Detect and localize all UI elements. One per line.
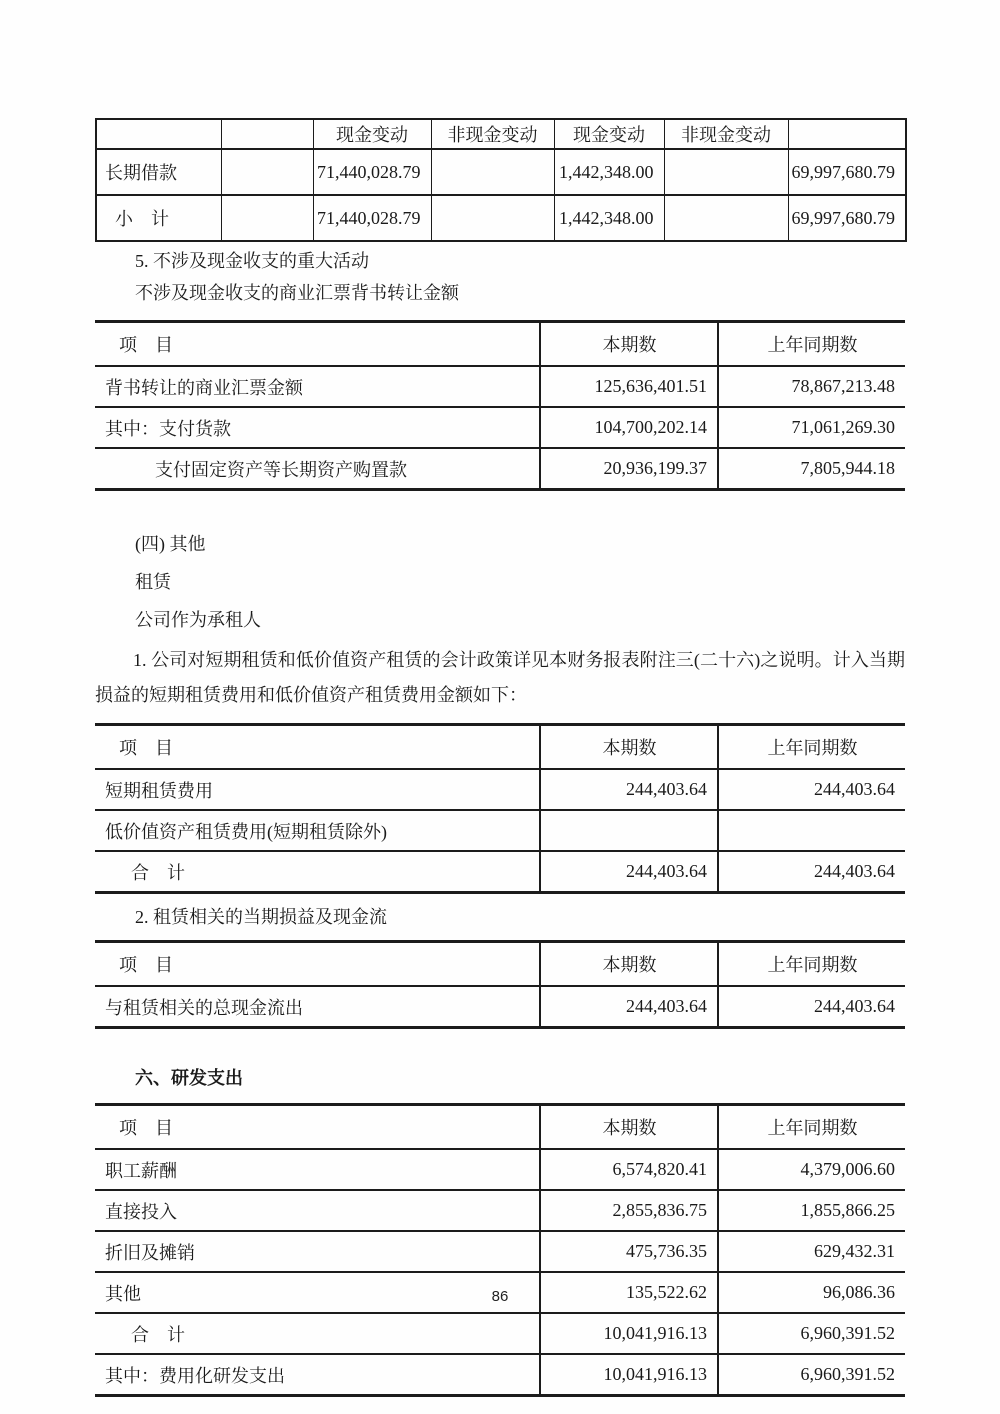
table-row [95,986,905,1028]
lease-policy-paragraph: 1. 公司对短期租赁和低价值资产租赁的会计政策详见本财务报表附注三(二十六)之说明。计入当期损益的短期租赁费用和低价值资产租赁费用金额如下： [95,650,905,705]
value-cell: 71,440,028.79 [313,195,431,241]
column-header: 本期数 [540,1105,718,1150]
section-5-heading: 5. 不涉及现金收支的重大活动 [135,251,369,271]
column-header: 项 目 [95,942,540,987]
table-row [95,366,905,407]
table-row [95,810,905,851]
row-label-cell: 与租赁相关的总现金流出 [95,986,540,1028]
value-cell: 6,574,820.41 [540,1149,718,1190]
value-cell: 10,041,916.13 [540,1354,718,1396]
column-header: 本期数 [540,322,718,367]
value-cell [664,149,788,195]
value-cell [221,149,313,195]
value-cell: 71,440,028.79 [313,149,431,195]
value-cell: 1,855,866.25 [718,1190,905,1231]
value-cell [221,195,313,241]
value-cell: 4,379,006.60 [718,1149,905,1190]
value-cell: 629,432.31 [718,1231,905,1272]
row-label-cell: 其中：支付货款 [95,407,540,448]
value-cell: 2,855,836.75 [540,1190,718,1231]
value-cell [664,195,788,241]
row-label-cell: 直接投入 [95,1190,540,1231]
value-cell: 6,960,391.52 [718,1313,905,1354]
row-label-cell: 短期租赁费用 [95,769,540,810]
column-header: 项 目 [95,1105,540,1150]
section-5-subheading: 不涉及现金收支的商业汇票背书转让金额 [135,283,459,303]
lessee-heading: 公司作为承租人 [135,610,261,630]
value-cell: 1,442,348.00 [554,195,664,241]
rd-expense-table [95,1103,905,1397]
table-row [95,1149,905,1190]
table-row [96,149,906,195]
column-header: 上年同期数 [718,725,905,770]
row-label-cell: 职工薪酬 [95,1149,540,1190]
value-cell: 244,403.64 [540,986,718,1028]
table-row [95,407,905,448]
row-label-cell: 背书转让的商业汇票金额 [95,366,540,407]
row-label-cell: 合 计 [95,1313,540,1354]
row-label-cell: 长期借款 [96,149,221,195]
row-label-cell: 支付固定资产等长期资产购置款 [95,448,540,490]
table-row [95,769,905,810]
value-cell: 20,936,199.37 [540,448,718,490]
column-header [221,119,313,149]
column-header: 上年同期数 [718,322,905,367]
value-cell: 125,636,401.51 [540,366,718,407]
column-header: 现金变动 [554,119,664,149]
value-cell: 244,403.64 [540,851,718,893]
column-header: 本期数 [540,942,718,987]
table-header-row [96,119,906,149]
table-header-row [95,725,905,770]
lease-heading: 租赁 [135,572,171,592]
column-header: 项 目 [95,322,540,367]
value-cell: 244,403.64 [718,851,905,893]
value-cell: 475,736.35 [540,1231,718,1272]
column-header: 非现金变动 [664,119,788,149]
rd-section-heading: 六、研发支出 [135,1068,243,1088]
column-header: 上年同期数 [718,1105,905,1150]
value-cell: 69,997,680.79 [788,195,906,241]
table-row [95,1354,905,1396]
value-cell: 10,041,916.13 [540,1313,718,1354]
lease-cashflow-table [95,940,905,1029]
value-cell [718,810,905,851]
row-label-cell: 折旧及摊销 [95,1231,540,1272]
table-row [95,448,905,490]
value-cell: 244,403.64 [718,769,905,810]
column-header [96,119,221,149]
value-cell: 71,061,269.30 [718,407,905,448]
row-label-cell: 合 计 [95,851,540,893]
value-cell [431,195,554,241]
column-header: 上年同期数 [718,942,905,987]
value-cell: 104,700,202.14 [540,407,718,448]
value-cell: 135,522.62 [540,1272,718,1313]
column-header [788,119,906,149]
table-row [96,195,906,241]
row-label-cell: 其中：费用化研发支出 [95,1354,540,1396]
value-cell: 1,442,348.00 [554,149,664,195]
value-cell [431,149,554,195]
table-row [95,1190,905,1231]
loan-changes-table [95,118,907,242]
value-cell: 69,997,680.79 [788,149,906,195]
row-label-cell: 低价值资产租赁费用(短期租赁除外) [95,810,540,851]
table-row [95,851,905,893]
row-label-cell: 其他 [95,1272,540,1313]
table-row [95,1231,905,1272]
column-header: 非现金变动 [431,119,554,149]
value-cell: 6,960,391.52 [718,1354,905,1396]
table-header-row [95,942,905,987]
value-cell: 244,403.64 [540,769,718,810]
endorsement-table [95,320,905,491]
section-other-heading: (四) 其他 [135,534,206,554]
lease-expense-table [95,723,905,894]
table-row [95,1313,905,1354]
page-number: 86 [491,1288,509,1305]
value-cell [540,810,718,851]
page-content [0,118,1000,1397]
value-cell: 78,867,213.48 [718,366,905,407]
section-2-heading: 2. 租赁相关的当期损益及现金流 [135,907,387,927]
table-header-row [95,1105,905,1150]
column-header: 现金变动 [313,119,431,149]
value-cell: 96,086.36 [718,1272,905,1313]
value-cell: 244,403.64 [718,986,905,1028]
value-cell: 7,805,944.18 [718,448,905,490]
column-header: 本期数 [540,725,718,770]
table-header-row [95,322,905,367]
column-header: 项 目 [95,725,540,770]
row-label-cell: 小 计 [96,195,221,241]
